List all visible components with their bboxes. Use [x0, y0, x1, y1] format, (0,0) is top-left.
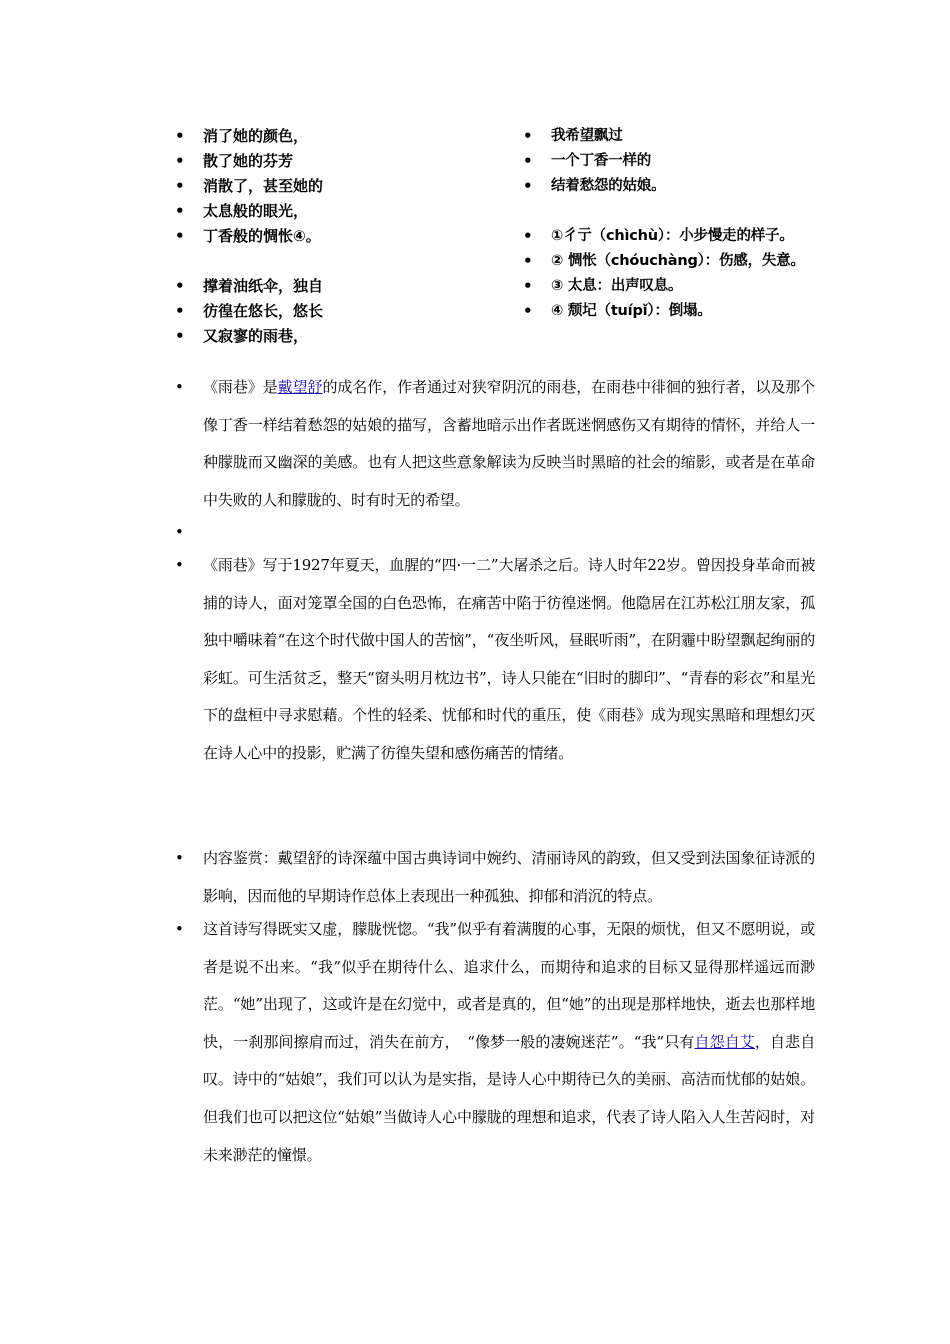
paragraph-background — [175, 547, 815, 773]
idiom-link[interactable]: 自怨自艾 — [694, 1032, 755, 1051]
paragraph-text: • 《雨巷》写于1927年夏天，血腥的“四·一二”大屠杀之后。诗人时年22岁。曾因投身革命而被捕的诗人，面对笼罩全国的白色恐怖，在痛苦中陷于彷徨迷惘。他隐居在江苏松江朋友家，孤独中嚼味着“在这个时代做中国人的苦恼”，“夜坐听风，昼眠听雨”，在阴霾中盼望飘起绚丽的彩虹。可生活贫乏，整天“窗头明月枕边书”，诗人只能在“旧时的脚印”、“青春的彩衣”和星光下的盘桓中寻求慰藉。个性的轻柔、忧郁和时代的重压，使《雨巷》成为现实黑暗和理想幻灭在诗人心中的投影，贮满了彷徨失望和感伤痛苦的情绪。 — [175, 547, 815, 773]
empty-list-item — [175, 514, 815, 552]
poem-stanza-right — [523, 124, 853, 324]
poem-stanza-gap — [523, 199, 853, 224]
author-link[interactable]: 戴望舒 — [277, 378, 323, 396]
poem-line: • 结着愁怨的姑娘。 — [523, 174, 853, 199]
footnote-1: • ①彳亍（chìchù）：小步慢走的样子。 — [523, 224, 853, 249]
footnote-4: • ④ 颓圮（tuípǐ）：倒塌。 — [523, 299, 853, 324]
poem-line: • 消散了，甚至她的 — [175, 174, 505, 199]
paragraph-text: • 内容鉴赏：戴望舒的诗深蕴中国古典诗词中婉约、清丽诗风的韵致，但又受到法国象征诗派的影响，因而他的早期诗作总体上表现出一种孤独、抑郁和消沉的特点。 — [175, 840, 815, 915]
poem-line: • 撑着油纸伞，独自 — [175, 274, 505, 299]
poem-line: • 彷徨在悠长，悠长 — [175, 299, 505, 324]
paragraph-appreciation — [175, 840, 815, 915]
empty-bullet — [175, 514, 815, 552]
poem-line: • 太息般的眼光， — [175, 199, 505, 224]
footnote-3: • ③ 太息：出声叹息。 — [523, 274, 853, 299]
paragraph-text: • 《雨巷》是戴望舒的成名作，作者通过对狭窄阴沉的雨巷，在雨巷中徘徊的独行者，以及那个像丁香一样结着愁怨的姑娘的描写，含蓄地暗示出作者既迷惘感伤又有期待的情怀，并给人一种朦胧而又幽深的美感。也有人把这些意象解读为反映当时黑暗的社会的缩影，或者是在革命中失败的人和朦胧的、时有时无的希望。 — [175, 369, 815, 519]
poem-line: • 散了她的芬芳 — [175, 149, 505, 174]
paragraph-intro — [175, 369, 815, 519]
paragraph-text: • 这首诗写得既实又虚，朦胧恍惚。“我”似乎有着满腹的心事，无限的烦忧，但又不愿明说，或者是说不出来。“我”似乎在期待什么、追求什么，而期待和追求的目标又显得那样遥远而渺茫。“她”出现了，这或许是在幻觉中，或者是真的，但“她”的出现是那样地快，逝去也那样地快，一刹那间擦肩而过，消失在前方， “像梦一般的凄婉迷茫”。“我”只有自怨自艾，自悲自叹。诗中的“姑娘”，我们可以认为是实指，是诗人心中期待已久的美丽、高洁而忧郁的姑娘。但我们也可以把这位“姑娘”当做诗人心中朦胧的理想和追求，代表了诗人陷入人生苦闷时，对未来渺茫的憧憬。 — [175, 911, 815, 1174]
poem-line: • 我希望飘过 — [523, 124, 853, 149]
paragraph-analysis — [175, 911, 815, 1174]
footnote-2: • ② 惆怅（chóuchàng）：伤感，失意。 — [523, 249, 853, 274]
poem-line: • 一个丁香一样的 — [523, 149, 853, 174]
poem-line: • 又寂寥的雨巷， — [175, 324, 505, 349]
poem-line: • 消了她的颜色， — [175, 124, 505, 149]
poem-stanza-gap — [175, 249, 505, 274]
poem-line: • 丁香般的惆怅④。 — [175, 224, 505, 249]
poem-stanza-left — [175, 124, 505, 349]
